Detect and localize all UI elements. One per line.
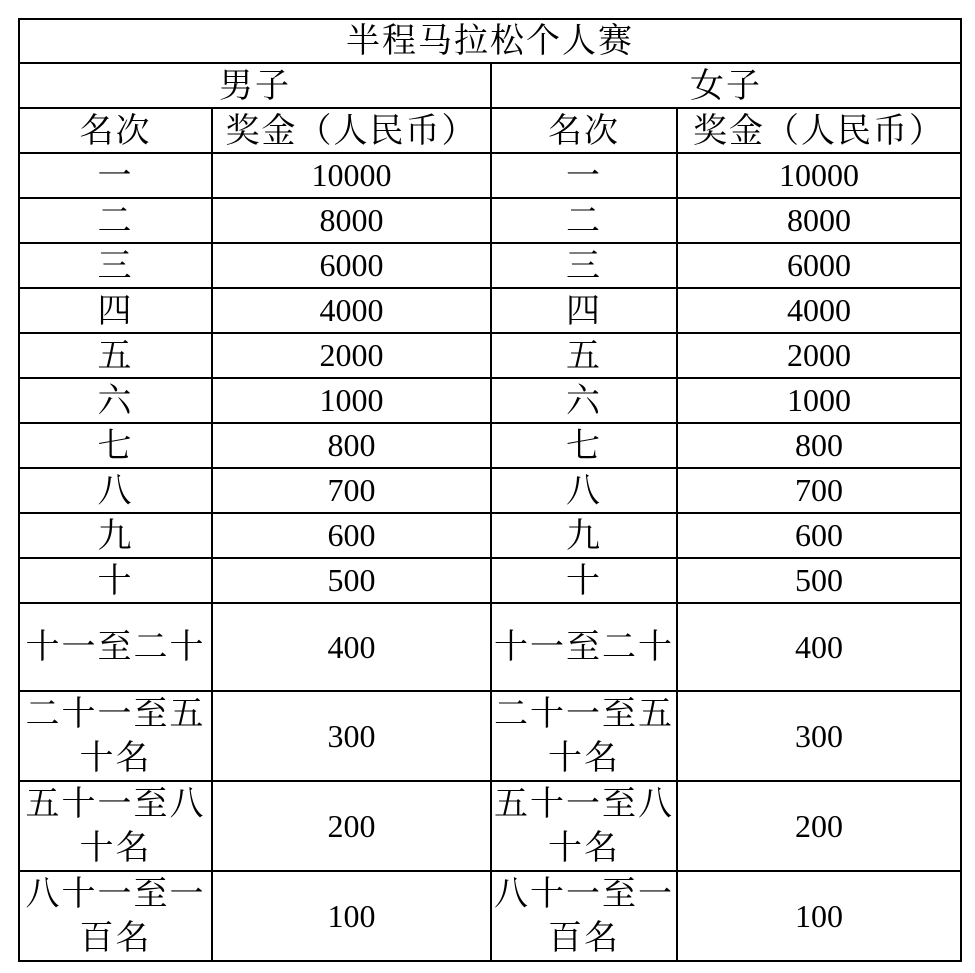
table-row [19,243,961,288]
prize-cell-men: 500 [212,558,491,603]
prize-cell-women: 2000 [677,333,961,378]
rank-cell-women: 八 [491,468,677,513]
prize-cell-women: 4000 [677,288,961,333]
rank-cell-men: 三 [19,243,212,288]
rank-cell-men: 十一至二十 [19,603,212,691]
column-header-prize: 奖金（人民币） [212,108,491,153]
rank-cell-men: 二十一至五十名 [19,691,212,781]
prize-cell-men: 6000 [212,243,491,288]
table-row [19,558,961,603]
table-row [19,288,961,333]
rank-cell-women: 十一至二十 [491,603,677,691]
prize-cell-men: 200 [212,781,491,871]
column-header-prize: 奖金（人民币） [677,108,961,153]
group-header-men: 男子 [19,63,491,108]
prize-cell-men: 100 [212,871,491,961]
table-row [19,691,961,781]
table-row [19,513,961,558]
rank-cell-men: 五 [19,333,212,378]
table-row [19,468,961,513]
prize-cell-women: 1000 [677,378,961,423]
rank-cell-women: 九 [491,513,677,558]
rank-cell-men: 八十一至一百名 [19,871,212,961]
rank-cell-women: 三 [491,243,677,288]
prize-cell-women: 600 [677,513,961,558]
rank-cell-women: 十 [491,558,677,603]
prize-cell-men: 4000 [212,288,491,333]
rank-cell-women: 六 [491,378,677,423]
prize-cell-women: 10000 [677,153,961,198]
rank-cell-women: 五十一至八十名 [491,781,677,871]
group-header-women: 女子 [491,63,961,108]
prize-cell-women: 100 [677,871,961,961]
rank-cell-men: 六 [19,378,212,423]
prize-cell-men: 700 [212,468,491,513]
rank-cell-women: 一 [491,153,677,198]
table-row [19,378,961,423]
table-row [19,871,961,961]
table-row [19,781,961,871]
column-header-rank: 名次 [19,108,212,153]
prize-table [18,18,962,962]
prize-cell-men: 300 [212,691,491,781]
prize-cell-women: 300 [677,691,961,781]
prize-cell-women: 8000 [677,198,961,243]
rank-cell-men: 七 [19,423,212,468]
prize-cell-women: 400 [677,603,961,691]
rank-cell-women: 五 [491,333,677,378]
rank-cell-men: 二 [19,198,212,243]
table-row [19,603,961,691]
rank-cell-men: 一 [19,153,212,198]
prize-cell-men: 800 [212,423,491,468]
column-header-rank: 名次 [491,108,677,153]
prize-cell-women: 200 [677,781,961,871]
rank-cell-women: 七 [491,423,677,468]
prize-cell-men: 400 [212,603,491,691]
prize-cell-women: 800 [677,423,961,468]
rank-cell-men: 五十一至八十名 [19,781,212,871]
prize-cell-men: 8000 [212,198,491,243]
rank-cell-men: 八 [19,468,212,513]
rank-cell-men: 十 [19,558,212,603]
rank-cell-women: 四 [491,288,677,333]
prize-cell-men: 10000 [212,153,491,198]
rank-cell-men: 九 [19,513,212,558]
table-row [19,423,961,468]
prize-cell-women: 6000 [677,243,961,288]
prize-cell-men: 600 [212,513,491,558]
prize-cell-women: 700 [677,468,961,513]
table-row [19,198,961,243]
prize-cell-men: 1000 [212,378,491,423]
table-title: 半程马拉松个人赛 [19,19,961,63]
rank-cell-men: 四 [19,288,212,333]
table-row [19,153,961,198]
rank-cell-women: 二 [491,198,677,243]
prize-cell-women: 500 [677,558,961,603]
rank-cell-women: 二十一至五十名 [491,691,677,781]
rank-cell-women: 八十一至一百名 [491,871,677,961]
table-row [19,333,961,378]
prize-cell-men: 2000 [212,333,491,378]
